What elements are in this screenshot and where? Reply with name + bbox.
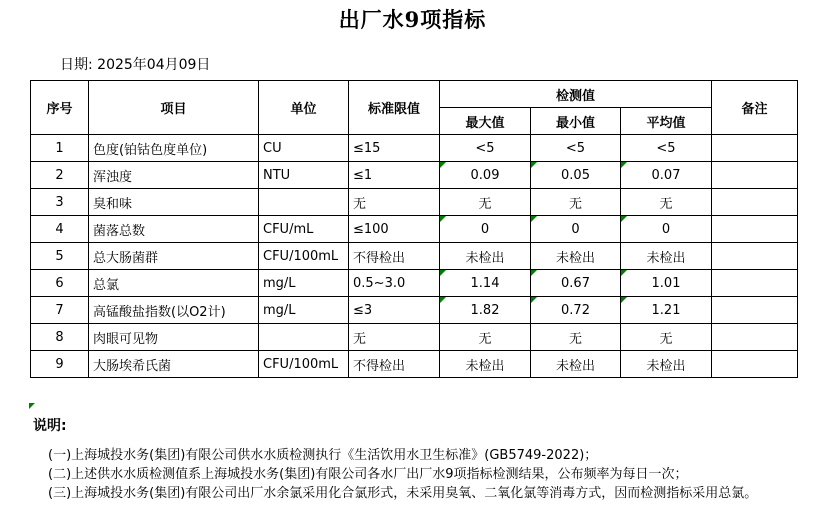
cell-max: 0.09 [440, 162, 531, 189]
note-line: (二)上述供水水质检测值系上海城投水务(集团)有限公司各水厂出厂水9项指标检测结果，公布频率为每日一次； [48, 467, 688, 482]
col-header-avg: 平均值 [621, 108, 712, 135]
cell-limit: ≤15 [349, 135, 440, 162]
cell-index: 1 [31, 135, 89, 162]
cell-min: 0.67 [531, 270, 621, 297]
cell-avg: 0.07 [621, 162, 712, 189]
cell-min: 0 [531, 216, 621, 243]
cell-min: <5 [531, 135, 621, 162]
col-header-index: 序号 [31, 81, 89, 135]
cell-item: 总大肠菌群 [89, 243, 259, 270]
cell-avg: 未检出 [621, 243, 712, 270]
cell-max: 1.14 [440, 270, 531, 297]
cell-item: 臭和味 [89, 189, 259, 216]
cell-avg: 0 [621, 216, 712, 243]
header-row-1 [31, 81, 798, 108]
cell-index: 3 [31, 189, 89, 216]
cell-remark [712, 243, 798, 270]
note-line: (三)上海城投水务(集团)有限公司出厂水余氯采用化合氯形式，未采用臭氧、二氧化氯等消毒方式，因而检测指标采用总氯。 [48, 486, 758, 501]
cell-max: <5 [440, 135, 531, 162]
table-row [31, 351, 798, 378]
cell-unit [259, 189, 349, 216]
cell-unit: CFU/mL [259, 216, 349, 243]
note-line: (一)上海城投水务(集团)有限公司供水水质检测执行《生活饮用水卫生标准》(GB5749-2022)； [48, 448, 598, 463]
cell-item: 浑浊度 [89, 162, 259, 189]
error-flag-icon [29, 403, 35, 409]
cell-limit: 不得检出 [349, 351, 440, 378]
cell-unit [259, 324, 349, 351]
table-row [31, 216, 798, 243]
cell-limit: 0.5~3.0 [349, 270, 440, 297]
cell-unit: CFU/100mL [259, 351, 349, 378]
cell-remark [712, 351, 798, 378]
col-header-detection: 检测值 [440, 81, 712, 108]
cell-remark [712, 135, 798, 162]
cell-avg: 无 [621, 324, 712, 351]
cell-unit: NTU [259, 162, 349, 189]
cell-min: 无 [531, 189, 621, 216]
cell-index: 8 [31, 324, 89, 351]
cell-max: 未检出 [440, 351, 531, 378]
cell-max: 未检出 [440, 243, 531, 270]
cell-avg: <5 [621, 135, 712, 162]
cell-min: 0.72 [531, 297, 621, 324]
cell-item: 总氯 [89, 270, 259, 297]
notes-block [48, 446, 808, 503]
cell-avg: 1.21 [621, 297, 712, 324]
cell-index: 4 [31, 216, 89, 243]
col-header-limit: 标准限值 [349, 81, 440, 135]
cell-remark [712, 297, 798, 324]
cell-limit: 不得检出 [349, 243, 440, 270]
col-header-item: 项目 [89, 81, 259, 135]
cell-limit: 无 [349, 324, 440, 351]
cell-item: 色度(铂钴色度单位) [89, 135, 259, 162]
table-row [31, 243, 798, 270]
cell-index: 9 [31, 351, 89, 378]
cell-index: 7 [31, 297, 89, 324]
cell-item: 大肠埃希氏菌 [89, 351, 259, 378]
cell-unit: mg/L [259, 270, 349, 297]
cell-limit: 无 [349, 189, 440, 216]
table-row [31, 297, 798, 324]
cell-item: 菌落总数 [89, 216, 259, 243]
cell-max: 无 [440, 189, 531, 216]
cell-item: 高锰酸盐指数(以O2计) [89, 297, 259, 324]
cell-limit: ≤1 [349, 162, 440, 189]
cell-min: 0.05 [531, 162, 621, 189]
cell-max: 0 [440, 216, 531, 243]
table-row [31, 270, 798, 297]
cell-index: 6 [31, 270, 89, 297]
cell-avg: 1.01 [621, 270, 712, 297]
cell-avg: 未检出 [621, 351, 712, 378]
cell-avg: 无 [621, 189, 712, 216]
cell-remark [712, 162, 798, 189]
report-date: 日期: 2025年04月09日 [60, 57, 211, 73]
water-quality-table [30, 80, 798, 378]
cell-min: 无 [531, 324, 621, 351]
cell-max: 无 [440, 324, 531, 351]
cell-remark [712, 324, 798, 351]
table-row [31, 189, 798, 216]
cell-index: 5 [31, 243, 89, 270]
cell-limit: ≤3 [349, 297, 440, 324]
cell-unit: CFU/100mL [259, 243, 349, 270]
cell-remark [712, 216, 798, 243]
cell-remark [712, 270, 798, 297]
cell-min: 未检出 [531, 243, 621, 270]
col-header-min: 最小值 [531, 108, 621, 135]
cell-unit: CU [259, 135, 349, 162]
page-title: 出厂水9项指标 [338, 7, 487, 32]
cell-remark [712, 189, 798, 216]
table-row [31, 135, 798, 162]
cell-min: 未检出 [531, 351, 621, 378]
cell-index: 2 [31, 162, 89, 189]
col-header-max: 最大值 [440, 108, 531, 135]
cell-item: 肉眼可见物 [89, 324, 259, 351]
cell-limit: ≤100 [349, 216, 440, 243]
col-header-remark: 备注 [712, 81, 798, 135]
table-row [31, 324, 798, 351]
notes-label: 说明: [33, 418, 67, 434]
cell-unit: mg/L [259, 297, 349, 324]
table-row [31, 162, 798, 189]
cell-max: 1.82 [440, 297, 531, 324]
col-header-unit: 单位 [259, 81, 349, 135]
